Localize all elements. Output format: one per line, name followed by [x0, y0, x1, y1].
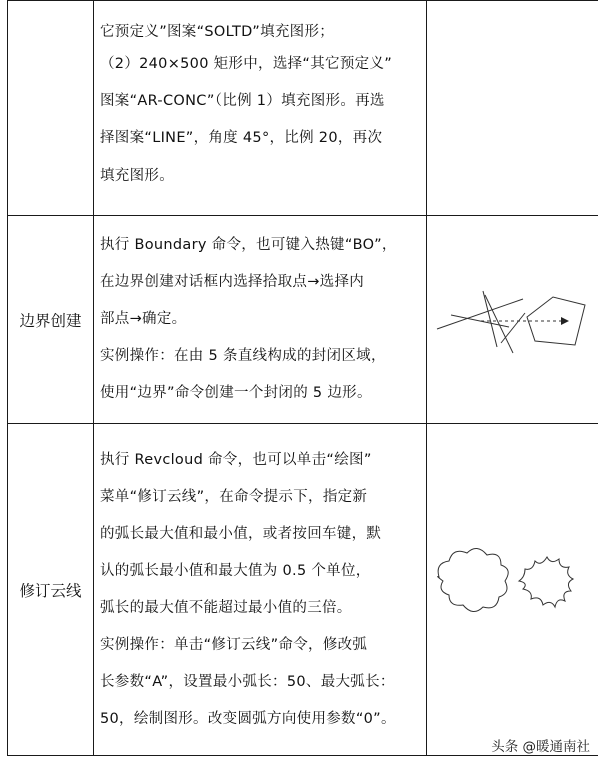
row-3-line-1: 执行 Revcloud 命令，也可以单击“绘图”: [100, 451, 372, 468]
row-2-line-5: 使用“边界”命令创建一个封闭的 5 边形。: [100, 385, 372, 401]
boundary-illustration: [427, 217, 598, 423]
revision-cloud-outward: [438, 548, 509, 611]
watermark: [491, 735, 590, 755]
table-row-revcloud: [8, 424, 598, 756]
table-row-fill-pattern: [8, 1, 598, 216]
row-2-name: 边界创建: [19, 311, 82, 330]
row-2-line-4: 实例操作：在由 5 条直线构成的封闭区域，: [100, 348, 386, 364]
row-2-description: [94, 216, 427, 424]
row-2-line-3: 部点→确定。: [100, 311, 187, 327]
row-3-line-8: 50，绘制图形。改变圆弧方向使用参数“0”。: [100, 710, 396, 727]
row-3-figure-cell: [427, 424, 598, 756]
row-1-figure-cell: [427, 1, 598, 216]
revision-cloud-inward: [519, 557, 573, 607]
watermark-prefix: 头条: [491, 739, 519, 755]
boundary-line-1: [437, 299, 523, 329]
command-table: [7, 0, 598, 756]
row-1-name-cell: [8, 1, 94, 216]
boundary-line-5: [501, 313, 525, 343]
row-3-line-6: 实例操作：单击“修订云线”命令，修改弧: [100, 636, 368, 653]
row-3-name-cell: [8, 424, 94, 756]
row-3-name: 修订云线: [19, 581, 82, 600]
row-1-line-2: （2）240×500 矩形中，选择“其它预定义”: [100, 55, 393, 72]
row-1-line-3: 图案“AR-CONC”（比例 1）填充图形。再选: [100, 92, 385, 109]
row-2-line-1: 执行 Boundary 命令，也可键入热键“BO”，: [100, 237, 397, 253]
revcloud-illustration: [427, 425, 598, 755]
watermark-handle: @暖通南社: [522, 739, 590, 755]
row-3-description: [94, 424, 427, 756]
row-3-line-2: 菜单“修订云线”，在命令提示下，指定新: [100, 488, 368, 505]
row-1-line-4: 择图案“LINE”，角度 45°，比例 20，再次: [100, 129, 383, 146]
row-1-description: [94, 1, 427, 216]
row-2-line-2: 在边界创建对话框内选择拾取点→选择内: [100, 274, 365, 290]
row-2-figure-cell: [427, 216, 598, 424]
row-1-line-5: 填充图形。: [100, 167, 174, 184]
row-3-line-3: 的弧长最大值和最小值，或者按回车键，默: [100, 525, 382, 542]
row-3-line-5: 弧长的最大值不能超过最小值的三倍。: [100, 599, 352, 616]
row-3-line-4: 认的弧长最小值和最大值为 0.5 个单位，: [100, 562, 371, 579]
row-3-line-7: 长参数“A”，设置最小弧长：50、最大弧长：: [100, 673, 395, 690]
row-2-name-cell: [8, 216, 94, 424]
boundary-line-3: [483, 291, 497, 347]
row-1-line-1: 它预定义”图案“SOLTD”填充图形；: [100, 23, 335, 40]
arrow-head-icon: [561, 317, 569, 325]
table-row-boundary: [8, 216, 598, 424]
